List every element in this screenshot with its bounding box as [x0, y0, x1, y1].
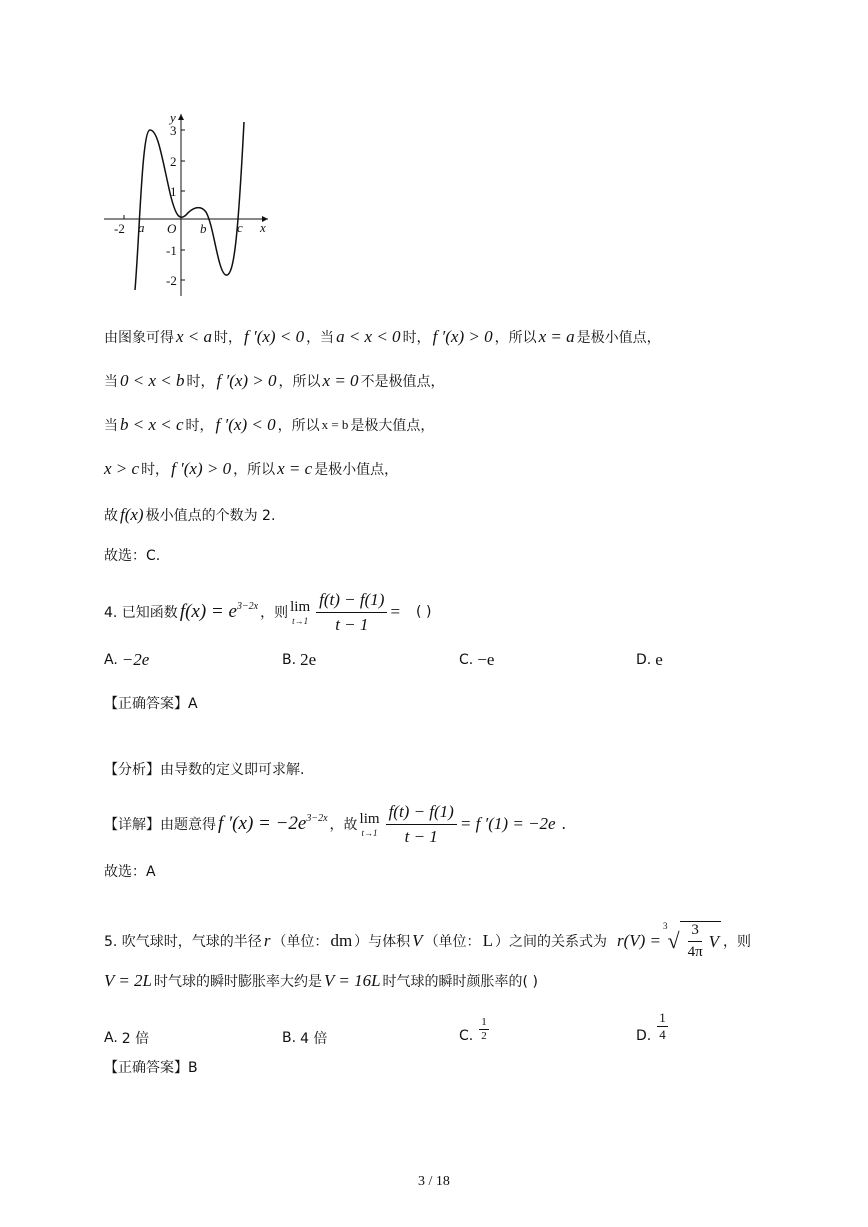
analysis-line-2: 当 0 < x < b 时， f ′(x) > 0 ，所以 x = 0 不是极值点， — [104, 371, 445, 390]
q5-option-d[interactable]: D. $\frac{1}{4}$ — [636, 1009, 666, 1044]
q4-option-b[interactable]: B. 2e — [282, 650, 317, 669]
q4-analysis: 【分析】由导数的定义即可求解. — [104, 762, 305, 778]
q5-answer: 【正确答案】B — [104, 1060, 198, 1076]
analysis-line-4: x > c 时， f ′(x) > 0 ，所以 x = c 是极小值点， — [104, 459, 399, 478]
q4-option-c[interactable]: C. −e — [459, 650, 495, 669]
y-tick-1: 1 — [170, 184, 177, 199]
detail-limit-fraction: $\frac{f(t) - f(1)}{t - 1}$ — [386, 802, 457, 847]
x-tick-neg2: -2 — [114, 221, 125, 236]
question-5-stem-line-1: 5. 吹气球时，气球的半径 r （单位： dm ）与体积 V （单位： L ）之间的关系式为 r(V) = 3 √ $\frac{3}{4\pi}$ V ，则 — [104, 921, 752, 960]
detail-limit-operator: lim t→1 — [359, 810, 380, 838]
y-tick-3: 3 — [170, 123, 177, 138]
function-graph — [100, 108, 280, 300]
cube-root: 3 √ $\frac{3}{4\pi}$ V — [663, 921, 720, 960]
x-tick-c: c — [237, 220, 243, 235]
page-number: 3 / 18 — [418, 1174, 450, 1189]
limit-fraction: $\frac{f(t) - f(1)}{t - 1}$ — [316, 590, 387, 635]
q4-option-a[interactable]: A. −2e — [104, 650, 150, 669]
analysis-choice: 故选：C. — [104, 548, 161, 564]
question-4-stem: 4. 已知函数 $f(x) = e^{3-2x}$ ，则 lim t→1 $\frac{f(t) - f(1)}{t - 1}$ = ( ) — [104, 589, 432, 634]
curve — [135, 122, 244, 290]
origin-label: O — [167, 221, 177, 236]
analysis-line-1: 由图象可得 x < a 时， f ′(x) < 0 ，当 a < x < 0 时， f ′(x) > 0 ，所以 x = a 是极小值点， — [104, 327, 661, 346]
y-tick-neg1: -1 — [166, 243, 177, 258]
q5-option-a[interactable]: A. 2 倍 — [104, 1030, 150, 1047]
x-tick-a: a — [138, 220, 145, 235]
limit-operator: lim t→1 — [290, 598, 311, 626]
y-axis-label: y — [170, 110, 176, 125]
x-axis-label: x — [260, 220, 266, 235]
y-tick-neg2: -2 — [166, 273, 177, 288]
q4-choice: 故选：A — [104, 864, 156, 880]
q4-detail: 【详解】由题意得 f $'(x) = -2e^{3-2x}$ ，故 lim t→1 $\frac{f(t) - f(1)}{t - 1}$ = f ′(1) = −2e . — [104, 801, 566, 846]
x-tick-b: b — [200, 221, 207, 236]
q4-answer: 【正确答案】A — [104, 696, 198, 712]
q5-option-b[interactable]: B. 4 倍 — [282, 1030, 328, 1047]
q4-option-d[interactable]: D. e — [636, 650, 663, 669]
analysis-line-5: 故 f(x) 极小值点的个数为 2. — [104, 505, 276, 524]
question-5-stem-line-2: V = 2L 时气球的瞬时膨胀率大约是 V = 16L 时气球的瞬时颜胀率的( ) — [104, 971, 538, 990]
q5-option-c[interactable]: C. $\frac{1}{2}$ — [459, 1015, 487, 1044]
analysis-line-3: 当 b < x < c 时， f ′(x) < 0 ，所以 x = b 是极大值点， — [104, 415, 435, 434]
y-tick-2: 2 — [170, 154, 177, 169]
